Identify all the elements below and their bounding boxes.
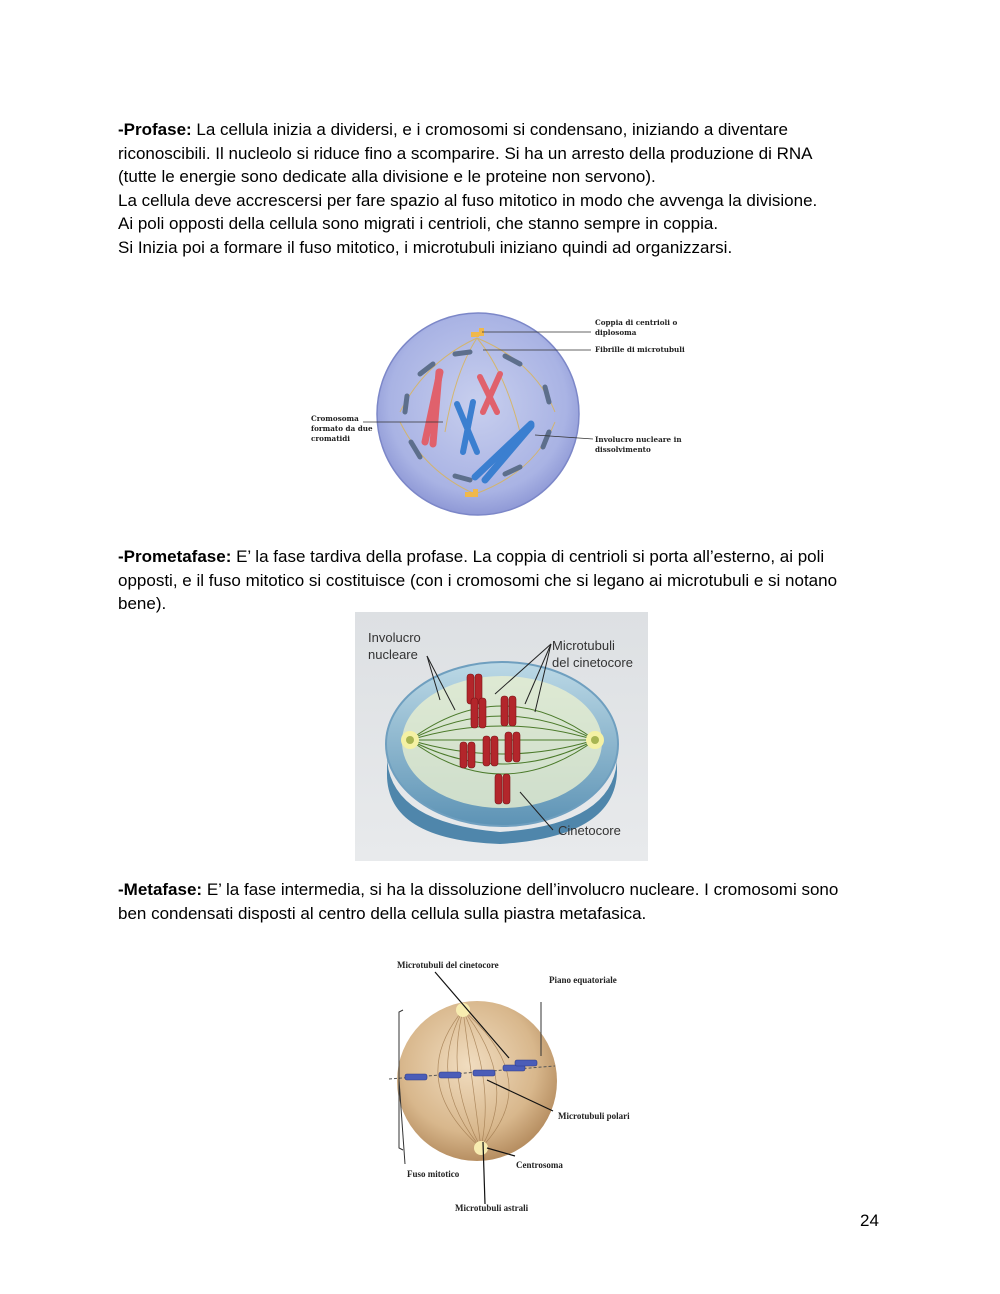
label-cinetocore: Cinetocore	[558, 823, 621, 838]
profase-line-6: Si Inizia poi a formare il fuso mitotico, i microtubuli iniziano quindi ad organizzarsi.	[118, 237, 733, 257]
centrosome-left	[401, 731, 419, 749]
metafase-heading: -Metafase:	[118, 880, 203, 899]
cell-body	[397, 1001, 557, 1161]
profase-line-1: La cellula inizia a dividersi, e i cromosomi si condensano, iniziando a diventare	[191, 120, 788, 139]
label-centrioli-2: diplosoma	[595, 328, 637, 337]
centrosome-right	[586, 731, 604, 749]
profase-line-3: (tutte le energie sono dedicate alla divisione e le proteine non servono).	[118, 167, 656, 187]
centrosome-bottom	[474, 1141, 488, 1155]
label-fuso-mitotico: Fuso mitotico	[407, 1169, 460, 1179]
prometafase-line-2: opposti, e il fuso mitotico si costituisce (con i cromosomi che si legano ai microtubuli e si notano	[118, 570, 838, 590]
profase-line-4: La cellula deve accrescersi per fare spazio al fuso mitotico in modo che avvenga la divisione.	[118, 190, 818, 210]
label-microtubuli-cinetocore: Microtubuli del cinetocore	[397, 960, 499, 970]
label-involucro-1: Involucro nucleare in	[595, 435, 682, 444]
metafase-paragraph	[118, 878, 898, 925]
metaphase-diagram	[385, 948, 660, 1220]
label-fibrille: Fibrille di microtubuli	[595, 345, 685, 354]
label-centrioli-1: Coppia di centrioli o	[595, 318, 678, 327]
label-centrosoma: Centrosoma	[516, 1160, 563, 1170]
prometaphase-diagram	[355, 612, 648, 861]
metafase-line-2: ben condensati disposti al centro della cellula sulla piastra metafasica.	[118, 903, 647, 923]
profase-line-5: Ai poli opposti della cellula sono migrati i centrioli, che stanno sempre in coppia.	[118, 214, 719, 234]
prometafase-heading: -Prometafase:	[118, 547, 232, 566]
label-piano-equatoriale: Piano equatoriale	[549, 975, 617, 985]
label-cromosoma-1: Cromosoma	[311, 414, 359, 423]
profase-heading: -Profase:	[118, 120, 192, 139]
label-cromosoma-2: formato da due	[311, 424, 373, 433]
prometafase-line-3: bene).	[118, 594, 167, 614]
profase-line-2: riconoscibili. Il nucleolo si riduce fino a scomparire. Si ha un arresto della produzione di RNA	[118, 143, 813, 163]
label-microtubuli-polari: Microtubuli polari	[558, 1111, 630, 1121]
profase-paragraph	[118, 118, 898, 260]
label-microtubuli-astrali: Microtubuli astrali	[455, 1203, 529, 1213]
page-number: 24	[860, 1211, 879, 1230]
label-microtubuli-1: Microtubuli	[552, 638, 615, 653]
label-cromosoma-3: cromatidi	[311, 434, 351, 443]
prometafase-paragraph	[118, 545, 898, 616]
label-involucro-2: dissolvimento	[595, 445, 651, 454]
label-microtubuli-2: del cinetocore	[552, 655, 633, 670]
cell-body	[377, 313, 579, 515]
label-involucro-2: nucleare	[368, 647, 418, 662]
metafase-line-1: E’ la fase intermedia, si ha la dissoluzione dell’involucro nucleare. I cromosomi sono	[202, 880, 839, 899]
label-involucro-1: Involucro	[368, 630, 421, 645]
prometafase-line-1: E’ la fase tardiva della profase. La coppia di centrioli si porta all’esterno, ai poli	[231, 547, 825, 566]
prophase-diagram	[305, 312, 685, 517]
